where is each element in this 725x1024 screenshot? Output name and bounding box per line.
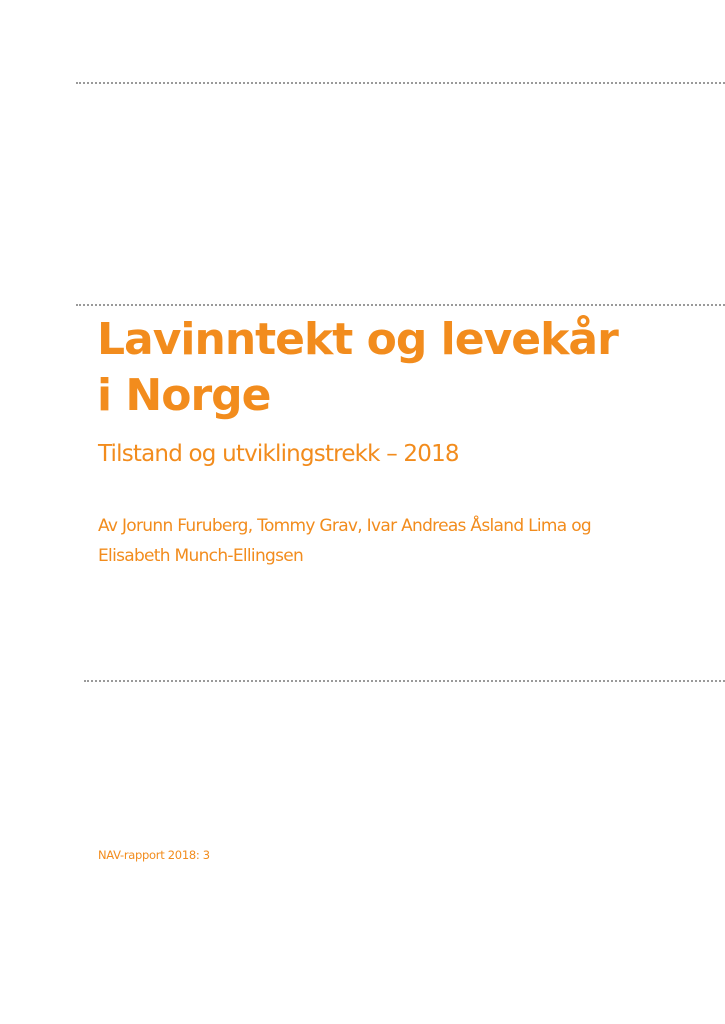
- document-title-line-2: i Norge: [97, 370, 271, 421]
- top-dotted-divider: [76, 82, 725, 84]
- document-subtitle: Tilstand og utviklingstrekk – 2018: [98, 441, 459, 467]
- author-list-line-1: Av Jorunn Furuberg, Tommy Grav, Ivar Andreas Åsland Lima og: [98, 516, 591, 536]
- report-number: NAV-rapport 2018: 3: [98, 848, 210, 862]
- bottom-dotted-divider: [84, 680, 725, 682]
- document-title: [97, 312, 697, 424]
- author-list-line-2: Elisabeth Munch-Ellingsen: [98, 546, 304, 566]
- document-title-line-1: Lavinntekt og levekår: [97, 314, 618, 365]
- title-dotted-divider: [76, 304, 725, 306]
- author-list: [98, 511, 698, 571]
